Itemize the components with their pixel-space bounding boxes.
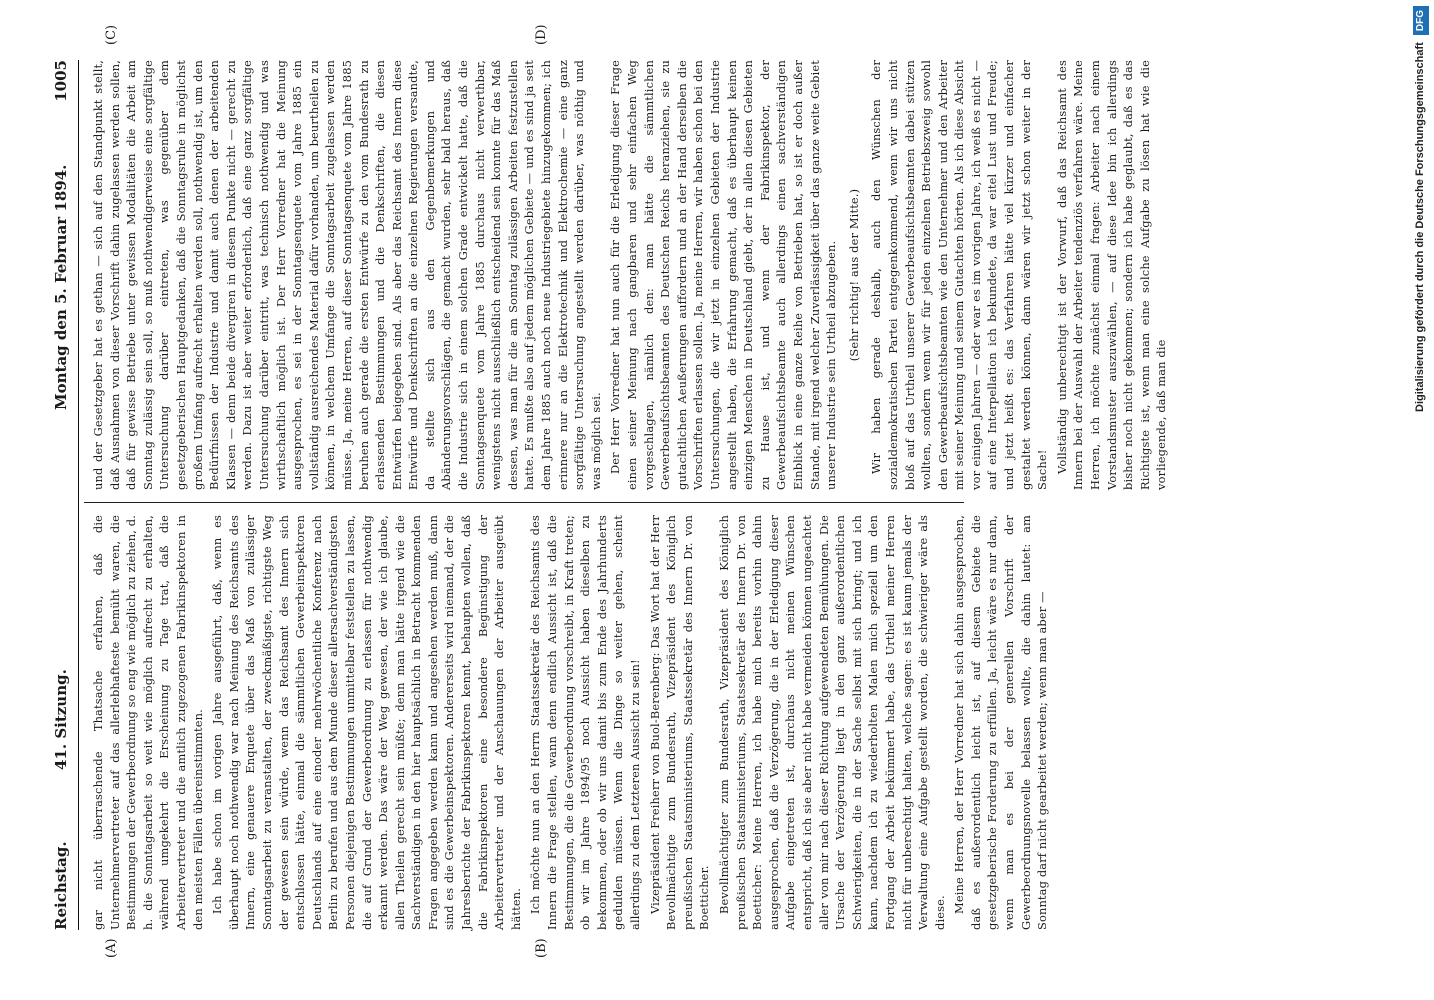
paragraph: und der Gesetzgeber hat es gethan — sich auf den Standpunkt stellt, daß Ausnahmen von dieser Vorschrift dahin zugelassen werden sollen, daß für gewisse Betriebe unter gewissen Modalitäten die Arbeit am Sonntag zulässig sein soll, so muß nothwendigerweise eine sorgfältige Untersuchung darüber eintreten, was gegenüber dem gesetzgeberischen Hauptgedanken, daß die Sonntagsruhe in möglichst großem Umfang aufrecht erhalten werden soll, nothwendig ist, um den Bedürfnissen der Industrie und damit auch denen der arbeitenden Klassen — denn beide divergiren in diesem Punkte nicht — gerecht zu werden. Dazu ist aber weiter erforderlich, daß eine ganz sorgfältige Untersuchung darüber eintritt, was technisch nothwendig und was wirthschaftlich möglich ist. Der Herr Vorredner hat die Meinung ausgesprochen, es sei in der Sonntagsenquete vom Jahre 1885 ein vollständig ausreichendes Material dafür vorhanden, um beurtheilen zu können, in welchem Umfange die Sonntagsarbeit zugelassen werden müsse. Ja, meine Herren, auf dieser Sonntagsenquete vom Jahre 1885 beruhen auch gerade die ersten Entwürfe zu den vom Bundesrath zu erlassenden Bestimmungen und die Denkschriften, die diesen Entwürfen beigegeben sind. Als aber das Reichsamt des Innern diese Entwürfe und Denkschriften an die einzelnen Regierungen versandte, da stellte sich aus den Gegenbemerkungen und Abänderungsvorschlägen, die gemacht wurden, sehr bald heraus, daß die Industrie sich in einem solchen Grade entwickelt hatte, daß die Sonntagsenquete vom Jahre 1885 durchaus nicht verwerthbar, wenigstens nicht ausschließlich entscheidend sein konnte für das Maß dessen, was man für die am Sonntag zulässigen Arbeiten festzustellen hatte. Es mußte also auf jedem möglichen Gebiete — und es sind ja seit dem Jahre 1885 auch noch neue Industriegebiete hinzugekommen; ich erinnere nur an die Elektrotechnik und Elektrochemie — eine ganz sorgfältige Untersuchung angestellt werden darüber, was nöthig und was möglich sei. [91, 60, 603, 490]
dfg-logo: DFG [1413, 6, 1429, 35]
margin-marker-d: (D) [534, 24, 549, 45]
header-session: 41. Sitzung. [52, 669, 70, 770]
paragraph: Ich habe schon im vorigen Jahre ausgeführt, daß, wenn es überhaupt noch nothwendig war nach Meinung des Reichsamts des Innern, eine genauere Enquete über das Maß von zulässiger Sonntagsarbeit zu veranstalten, der zweckmäßigste, richtigste Weg der gewesen sein würde, wenn das Reichsamt des Innern sich entschlossen hätte, einmal die sämmtlichen Gewerbeinspektoren Deutschlands auf eine einoder mehrwöchentliche Konferenz nach Berlin zu berufen und aus dem Munde dieser allersachverständigsten Personen diejenigen Bestimmungen unmittelbar feststellen zu lassen, die auf Grund der Gewerbeordnung zu erlassen für nothwendig erkannt werden. Das wäre der Weg gewesen, der wie ich glaube, allen Theilen gerecht sein müßte; denn man hätte irgend wie die Sachverständigen in den hier hauptsächlich in Betracht kommenden Fragen angegeben werden kann und angesehen werden muß, dann sind es die Gewerbeinspektoren. Andererseits wird niemand, der die Jahresberichte der Fabrikinspektoren kennt, behaupten wollen, daß die Fabrikinspektoren eine besondere Begünstigung der Arbeitervertreter und der Anschauungen der Arbeiter ausgeübt hätten. [210, 515, 523, 930]
margin-marker-c: (C) [104, 24, 119, 45]
right-column [90, 60, 1169, 490]
rotated-document-page [14, 0, 1414, 1000]
margin-marker-a: (A) [104, 938, 119, 958]
paragraph: Bevollmächtigter zum Bundesrath, Vizepräsident des Königlich preußischen Staatsministeriums, Staatssekretär des Innern Dr. von Boetticher: Meine Herren, ich habe mich bereits vorhin dahin ausgesprochen, daß die Verzögerung, die in der Erledigung dieser Aufgabe eingetreten ist, durchaus nicht meinen Wünschen entspricht, daß ich sie aber nicht habe vermeiden können ungeachtet aller von mir nach dieser Richtung aufgewendeten Bemühungen. Die Ursache der Verzögerung liegt in den ganz außerordentlichen Schwierigkeiten, die in der Sache selbst mit sich bringt; und ich kann, nachdem ich zu wiederholten Malen mich speziell um den Fortgang der Arbeit bekümmert habe, das Urtheil meiner Herren nicht für unberechtigt halten, welche sagen: es ist kaum jemals der Verwaltung eine Aufgabe gestellt worden, die schwieriger wäre als diese. [716, 515, 947, 930]
margin-marker-b: (B) [534, 938, 549, 958]
page-header [44, 60, 78, 930]
header-date: Montag den 5. Februar 1894. [52, 164, 70, 410]
paragraph: Vollständig unberechtigt ist der Vorwurf, daß das Reichsamt des Innern bei der Auswahl der Arbeiter tendenziös verfahren wäre. Meine Herren, ich möchte zunächst einmal fragen: Arbeiter nach einem Vorstandsmuster auszuwählen, — auf diese Idee bin ich allerdings bisher noch nicht gekommen; sondern ich habe geglaubt, daß es das Richtigste ist, wenn man eine solche Aufgabe zu lösen hat wie die vorliegende, daß man die [1054, 60, 1169, 490]
column-divider [84, 502, 964, 503]
paragraph: Ich möchte nun an den Herrn Staatssekretär des Reichsamts des Innern die Frage stellen, wann denn endlich Aussicht ist, daß die Bestimmungen, die die Gewerbeordnung vorschreibt, in Kraft treten; ob wir im Jahre 1894/95 noch Aussicht haben dieselben zu bekommen, oder ob wir uns damit bis zum Ende des Jahrhunderts gedulden müssen. Wenn die Dinge so weiter gehen, scheint allerdings zu dem Letzteren Aussicht zu sein! [528, 515, 642, 930]
left-column [90, 514, 1050, 930]
digitization-credit-strip [1408, 0, 1432, 1000]
paragraph: Vizepräsident Freiherr von Buol-Berenberg: Das Wort hat der Herr Bevollmächtigte zum Bundesrath, Vizepräsident des Königlich preußischen Staatsministeriums, Staatssekretär des Innern Dr. von Boetticher. [647, 515, 712, 930]
page-number: 1005 [52, 60, 70, 102]
interjection: (Sehr richtig! aus der Mitte.) [846, 188, 861, 362]
header-institution: Reichstag. [52, 841, 70, 930]
paragraph: Wir haben gerade deshalb, auch den Wünschen der sozialdemokratischen Partei entgegenkommend, wenn wir uns nicht bloß auf das Urtheil unserer Gewerbeaufsichtsbeamten dabei stützen wollten, sondern wenn wir für jeden einzelnen Betriebszweig sowohl den Gewerbeaufsichtsbeamten wie den Unternehmer und den Arbeiter mit seiner Meinung und seinem Gutachten hörten. Als ich diese Absicht vor einigen Jahren — oder war es im vorigen Jahre, ich weiß es nicht — auf eine Interpellation ich bekundete, da war eitel Lust und Freude; und jetzt heißt es: das Verfahren hätte viel kürzer und einfacher gestaltet werden können, dann wären wir jetzt schon weiter in der Sache! [869, 60, 1050, 490]
paragraph: Der Herr Vorredner hat nun auch für die Erledigung dieser Frage einen seiner Meinung nach gangbaren und sehr einfachen Weg vorgeschlagen, nämlich den: man hätte die sämmtlichen Gewerbeaufsichtsbeamten des Deutschen Reichs heranziehen, sie zu gutachtlichen Aeußerungen auffordern und an der Hand derselben die Vorschriften erlassen sollen. Ja, meine Herren, wir haben schon bei den Untersuchungen, die wir jetzt in einzelnen Gebieten der Industrie angestellt haben, die Erfahrung gemacht, daß es überhaupt keinen einzigen Menschen in Deutschland giebt, der in allen diesen Gebieten zu Hause ist, und wenn der Fabrikinspektor, der Gewerbeaufsichtsbeamte auch allerdings einen sachverständigen Einblick in eine ganze Reihe von Betrieben hat, so ist er doch außer Stande, mit irgend welcher Zuverlässigkeit über das ganze weite Gebiet unserer Industrie sein Urtheil abzugeben. [608, 60, 839, 490]
header-rule [78, 60, 79, 930]
paragraph: Meine Herren, der Herr Vorredner hat sich dahin ausgesprochen, daß es außerordentlich leicht ist, auf diesem Gebiete die gesetzgeberische Forderung zu erfüllen. Ja, leicht wäre es nur dann, wenn man es bei der generellen Vorschrift der Gewerbeordnungsnovelle belassen wollte, die dahin lautet: am Sonntag darf nicht gearbeitet werden; wenn man aber — [952, 515, 1050, 930]
credit-text: Digitalisierung gefördert durch die Deutsche Forschungsgemeinschaft [1414, 42, 1426, 412]
paragraph: gar nicht überraschende Thatsache erfahren, daß die Unternehmervertreter auf das allerlebhafteste bemüht waren, die Bestimmungen der Gewerbeordnung so eng wie möglich zu ziehen, d. h. die Sonntagsarbeit so weit wie möglich aufrecht zu erhalten, während umgekehrt die Erscheinung zu Tage trat, daß die Arbeitervertreter und die amtlich zugezogenen Fabrikinspektoren in den meisten Fällen übereinstimmten. [91, 514, 205, 930]
